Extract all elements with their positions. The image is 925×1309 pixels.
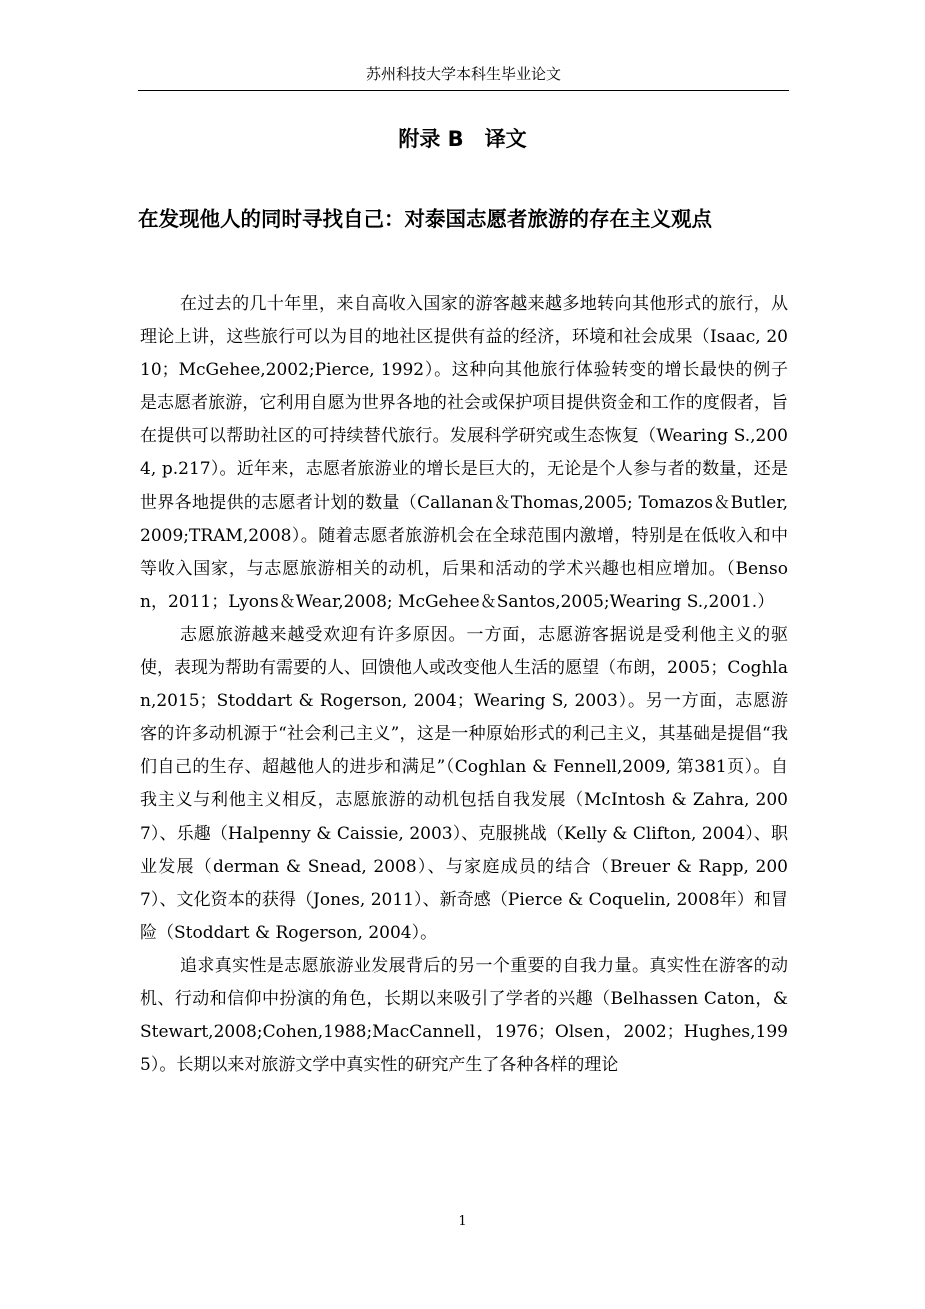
appendix-title: 附录 B 译文 xyxy=(398,127,527,151)
body-text xyxy=(140,288,788,1082)
page-header xyxy=(138,64,789,91)
header-text: 苏州科技大学本科生毕业论文 xyxy=(365,65,561,83)
page-number: 1 xyxy=(458,1214,467,1229)
paragraph-3: 追求真实性是志愿旅游业发展背后的另一个重要的自我力量。真实性在游客的动机、行动和信仰中扮演的角色，长期以来吸引了学者的兴趣（Belhassen Caton，& Stewart,2008;Cohen,1988;MacCannell，1976；Olsen，2002；Hughes,1995）。长期以来对旅游文学中真实性的研究产生了各种各样的理论 xyxy=(140,955,788,1076)
article-title: 在发现他人的同时寻找自己：对泰国志愿者旅游的存在主义观点 xyxy=(138,207,712,231)
paragraph-2: 志愿旅游越来越受欢迎有许多原因。一方面，志愿游客据说是受利他主义的驱使，表现为帮助有需要的人、回馈他人或改变他人生活的愿望（布朗，2005；Coghlan,2015；Stoddart & Rogerson, 2004；Wearing S, 2003）。另一方面，志愿游客的许多动机源于“社会利己主义”，这是一种原始形式的利己主义，其基础是提倡“我们自己的生存、超越他人的进步和满足”（Coghlan & Fennell,2009, 第381页）。自我主义与利他主义相反，志愿旅游的动机包括自我发展（McIntosh & Zahra, 2007）、乐趣（Halpenny & Caissie, 2003）、克服挑战（Kelly & Clifton, 2004）、职业发展（derman & Snead, 2008）、与家庭成员的结合（Breuer & Rapp, 2007）、文化资本的获得（Jones, 2011）、新奇感（Pierce & Coquelin, 2008年）和冒险（Stoddart & Rogerson, 2004）。 xyxy=(140,624,788,943)
paragraph-1: 在过去的几十年里，来自高收入国家的游客越来越多地转向其他形式的旅行，从理论上讲，这些旅行可以为目的地社区提供有益的经济，环境和社会成果（Isaac, 2010；McGehee,2002;Pierce, 1992）。这种向其他旅行体验转变的增长最快的例子是志愿者旅游，它利用自愿为世界各地的社会或保护项目提供资金和工作的度假者，旨在提供可以帮助社区的可持续替代旅行。发展科学研究或生态恢复（Wearing S.,2004, p.217）。近年来，志愿者旅游业的增长是巨大的，无论是个人参与者的数量，还是世界各地提供的志愿者计划的数量（Callanan＆Thomas,2005; Tomazos＆Butler,2009;TRAM,2008）。随着志愿者旅游机会在全球范围内激增，特别是在低收入和中等收入国家，与志愿旅游相关的动机，后果和活动的学术兴趣也相应增加。（Benson，2011；Lyons＆Wear,2008; McGehee＆Santos,2005;Wearing S.,2001.） xyxy=(140,294,788,612)
